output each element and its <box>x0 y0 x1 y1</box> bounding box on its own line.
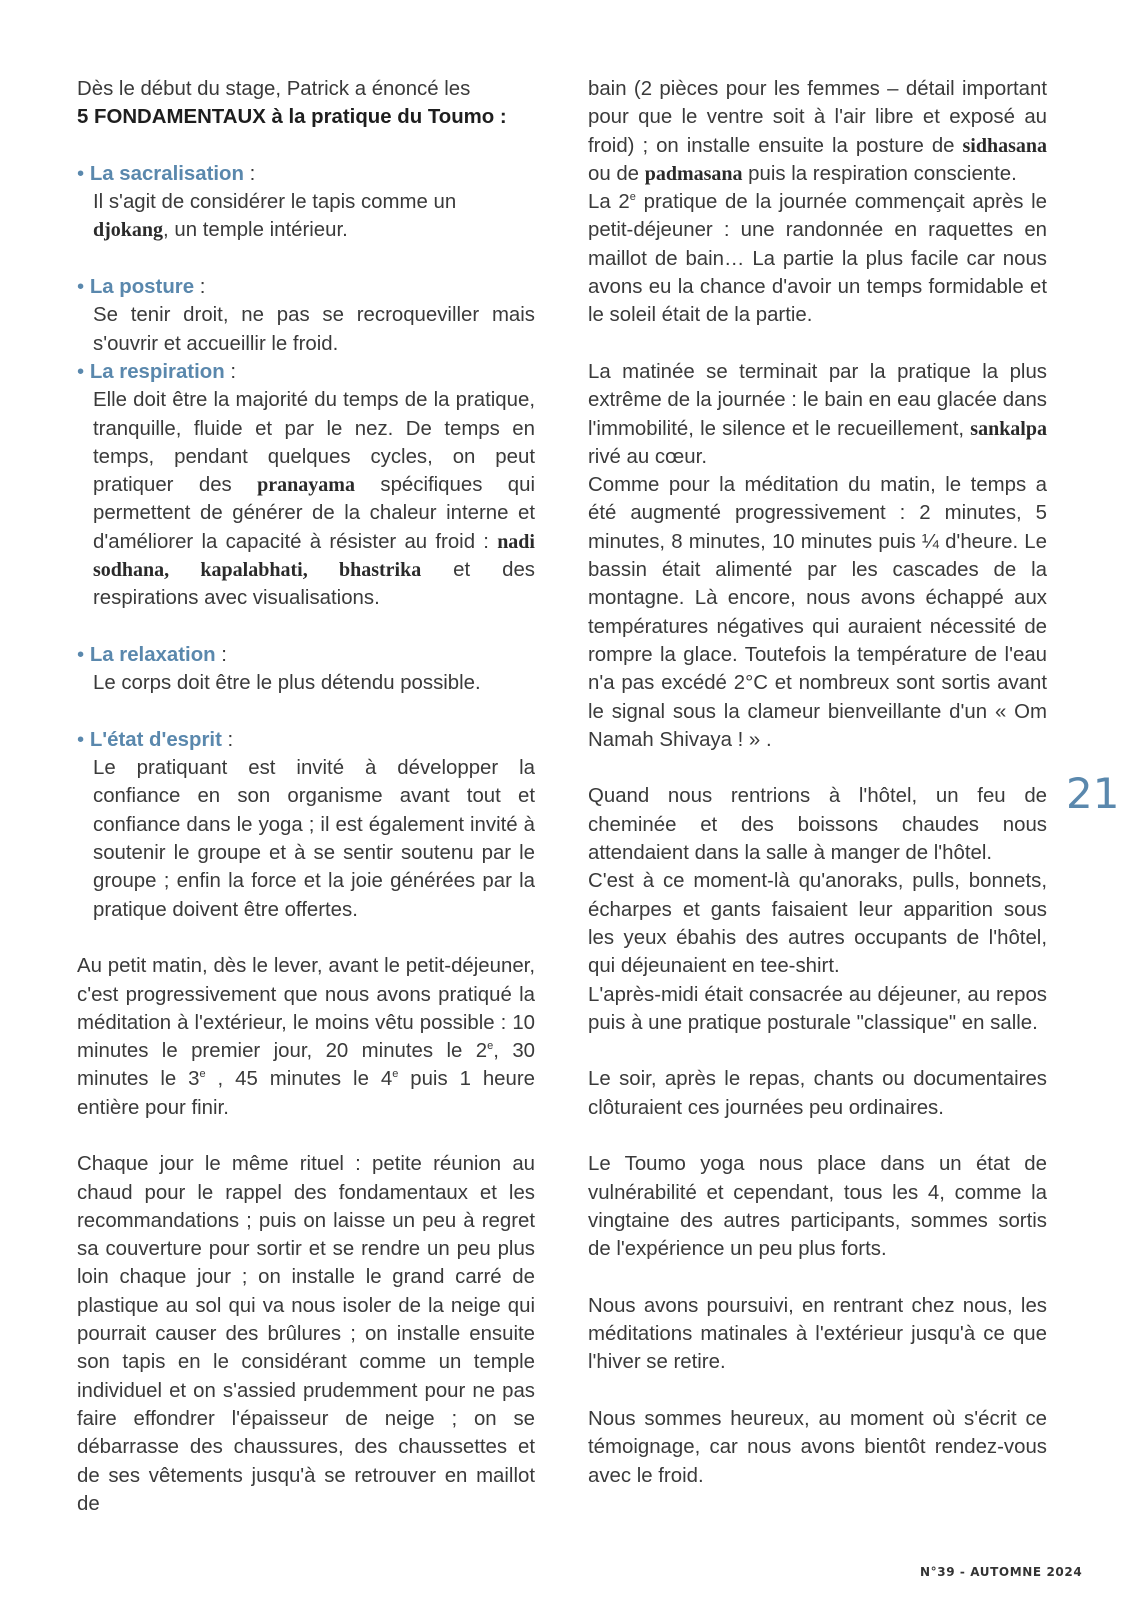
sanskrit-term: nadi sodhana, kapalabhati, bhastrika <box>93 530 535 582</box>
fundamental-4-text: Le corps doit être le plus détendu possible. <box>93 672 481 695</box>
bullet: • <box>77 728 90 751</box>
fundamental-2-title <box>77 273 535 301</box>
text-part: La matinée se terminait par la pratique la plus extrême de la journée : le bain en eau glacée dans l'immobilité, le silence et le recueillement, <box>588 360 1047 440</box>
text-part: Au petit matin, dès le lever, avant le petit-déjeuner, c'est progressivement que nous avons pratiqué la méditation à l'extérieur, le moins vêtu possible : 10 minutes le premier jour, 20 minutes le 2 <box>77 955 535 1063</box>
left-column <box>77 75 535 1518</box>
page-number: 21 <box>1066 769 1120 818</box>
fundamental-1-heading: La sacralisation <box>89 162 244 185</box>
paragraph-ice-bath-times: Comme pour la méditation du matin, le temps a été augmenté progressivement : 2 minutes, 5 minutes, 8 minutes, 10 minutes puis ¼ d'heure. Le bassin était alimenté par les cascades de la montagne. Là encore, nous avons échappé aux températures négatives qui auraient nécessité de rompre la glace. Toutefois la température de l'eau n'a pas excédé 2°C et nombreux sont sortis avant le signal sous la clameur bienveillante d'un « Om Namah Shivaya ! » . <box>588 474 1047 751</box>
fundamental-3-heading: La respiration <box>89 360 225 383</box>
bullet: • <box>77 360 90 383</box>
paragraph-second-practice <box>588 188 1047 329</box>
text-part: pratique de la journée commençait après le petit-déjeuner : une randonnée en raquettes en maillot de bain… La partie la plus facile car nous avons eu la chance d'avoir un temps formidable et le soleil était de la partie. <box>588 191 1047 327</box>
text-part: , un temple intérieur. <box>163 219 348 242</box>
text-part: Il s'agit de considérer le tapis comme un <box>93 191 457 214</box>
text-part: et des respirations avec visualisations. <box>93 559 535 610</box>
paragraph-morning <box>77 952 535 1122</box>
colon: : <box>224 360 236 383</box>
sanskrit-term: djokang <box>93 219 164 242</box>
sanskrit-term: sankalpa <box>970 417 1047 440</box>
text-part: , 45 minutes le 4 <box>205 1068 393 1091</box>
intro-line: Dès le début du stage, Patrick a énoncé les <box>77 78 471 100</box>
text-part: bain (2 pièces pour les femmes – détail important pour que le ventre soit à l'air libre et exposé au froid) ; on installe ensuite la posture de <box>588 78 1047 157</box>
fundamental-4-title <box>77 641 535 669</box>
fundamental-1-text <box>77 188 535 245</box>
text-part: Elle doit être la majorité du temps de la pratique, tranquille, fluide et par le nez. De temps en temps, pendant quelques cycles, on peut pratiquer des <box>93 389 535 497</box>
fundamental-5-title <box>77 726 535 754</box>
paragraph-bath <box>588 75 1047 188</box>
colon: : <box>221 728 234 751</box>
fundamental-2-text: Se tenir droit, ne pas se recroqueviller mais s'ouvrir et accueillir le froid. <box>93 304 535 355</box>
bullet: • <box>77 276 90 299</box>
paragraph-evening: Le soir, après le repas, chants ou documentaires clôturaient ces journées peu ordinaires. <box>588 1068 1047 1119</box>
sanskrit-term: padmasana <box>644 162 743 185</box>
fundamental-1-title <box>77 160 535 188</box>
text-part: puis 1 heure entière pour finir. <box>77 1068 535 1119</box>
paragraph-continued: Nous avons poursuivi, en rentrant chez nous, les méditations matinales à l'extérieur jusqu'à ce que l'hiver se retire. <box>588 1294 1047 1374</box>
fundamental-5-heading: L'état d'esprit <box>89 728 222 751</box>
text-part: rivé au cœur. <box>588 445 707 468</box>
text-part: puis la respiration consciente. <box>742 162 1017 185</box>
fundamental-3-text <box>77 386 535 612</box>
sanskrit-term: sidhasana <box>962 134 1047 157</box>
paragraph-hotel: Quand nous rentrions à l'hôtel, un feu de cheminée et des boissons chaudes nous attendaient dans la salle à manger de l'hôtel. <box>588 785 1047 865</box>
bullet: • <box>77 643 90 666</box>
fundamental-4-heading: La relaxation <box>89 643 216 666</box>
text-part: La 2 <box>588 191 630 214</box>
bullet: • <box>77 162 90 185</box>
colon: : <box>194 276 206 299</box>
paragraph-closing: Nous sommes heureux, au moment où s'écrit ce témoignage, car nous avons bientôt rendez-vous avec le froid. <box>588 1407 1047 1487</box>
fundamental-3-title <box>77 358 535 386</box>
colon: : <box>243 162 256 185</box>
fundamental-2-heading: La posture <box>89 276 195 299</box>
superscript: e <box>199 1068 206 1081</box>
issue-footer: N°39 - AUTOMNE 2024 <box>920 1565 1083 1579</box>
superscript: e <box>487 1040 494 1053</box>
paragraph-vulnerability: Le Toumo yoga nous place dans un état de vulnérabilité et cependant, tous les 4, comme la vingtaine des autres participants, sommes sortis de l'expérience un peu plus forts. <box>588 1153 1047 1261</box>
fundamental-5-text: Le pratiquant est invité à développer la confiance en son organisme avant tout et confiance dans le yoga ; il est également invité à soutenir le groupe et à se sentir soutenu par le groupe ; enfin la force et la joie générées par la pratique doivent être offertes. <box>93 757 535 921</box>
paragraph-clothes: C'est à ce moment-là qu'anoraks, pulls, bonnets, écharpes et gants faisaient leur apparition sous les yeux ébahis des autres occupants de l'hôtel, qui déjeunaient en tee-shirt. <box>588 870 1047 978</box>
sanskrit-term: pranayama <box>257 474 355 497</box>
paragraph-ice-bath <box>588 358 1047 471</box>
fundamentals-heading: 5 FONDAMENTAUX à la pratique du Toumo : <box>77 106 507 129</box>
right-column <box>588 75 1047 1490</box>
text-part: ou de <box>588 162 645 185</box>
paragraph-ritual: Chaque jour le même rituel : petite réunion au chaud pour le rappel des fondamentaux et les recommandations ; puis on laisse un peu à regret sa couverture pour sortir et se rendre un peu plus loin chaque jour ; on installe le grand carré de plastique au sol qui va nous isoler de la neige qui pourrait causer des brûlures ; on installe ensuite son tapis en le considérant comme un temple individuel et on s'assied prudemment pour ne pas faire effondrer l'épaisseur de neige ; on se débarrasse des chaussures, des chaussettes et de ses vêtements jusqu'à se retrouver en maillot de <box>77 1153 535 1515</box>
superscript: e <box>629 191 636 204</box>
text-part: , 30 minutes le 3 <box>77 1040 535 1091</box>
paragraph-afternoon: L'après-midi était consacrée au déjeuner, au repos puis à une pratique posturale "classique" en salle. <box>588 983 1047 1034</box>
text-part: spécifiques qui permettent de générer de la chaleur interne et d'améliorer la capacité à résister au froid : <box>93 474 535 553</box>
colon: : <box>215 643 227 666</box>
superscript: e <box>392 1068 399 1081</box>
